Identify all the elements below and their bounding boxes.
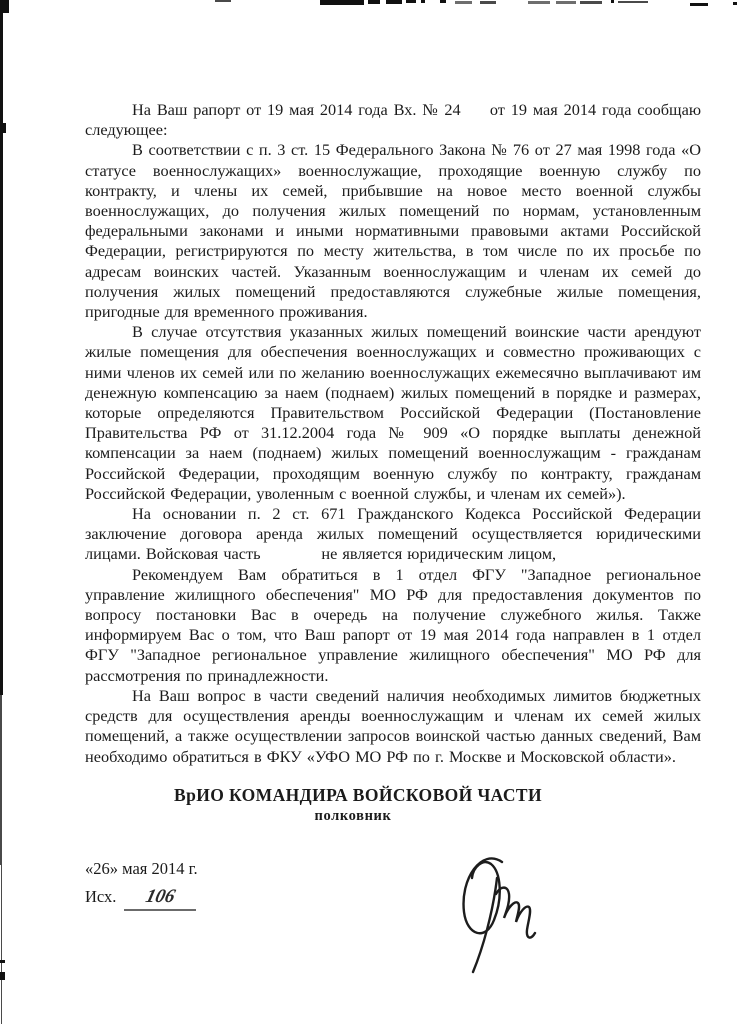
scan-artifact (480, 1, 496, 4)
paragraph-civil-code: На основании п. 2 ст. 671 Гражданского Кодекса Российской Федерации заключение договора аренда жилых помещений осуществляется юридическими лицами. Войсковая часть не является юридическим лицом, (85, 504, 701, 564)
paragraph-recommendation: Рекомендуем Вам обратиться в 1 отдел ФГУ "Западное региональное управление жилищного обеспечения" МО РФ для предоставления документов по вопросу постановки Вас в очередь на получение служебного жилья. Также информируем Вас о том, что Ваш рапорт от 19 мая 2014 года направлен в 1 отдел ФГУ "Западное региональное управление жилищного обеспечения" МО РФ для рассмотрения по принадлежности. (85, 564, 701, 685)
scan-artifact (421, 0, 425, 3)
paragraph-law-reference: В соответствии с п. 3 ст. 15 Федерального Закона № 76 от 27 мая 1998 года «О статусе военнослужащих» военнослужащие, проходящие военную службу по контракту, и члены их семей, прибывшие на новое место военной службы военнослужащих, до получения жилых помещений по нормам, установленным федеральными законами и иными нормативными правовыми актами Российской Федерации, регистрируются по месту жительства, в том числе по их просьбе по адресам воинских частей. Указанным военнослужащим и членам их семей до получения жилых помещений предоставляются служебные жилые помещения, пригодные для временного проживания. (85, 140, 701, 322)
scan-artifact (611, 0, 614, 3)
scan-artifact (580, 1, 602, 4)
outgoing-number-underline (124, 886, 196, 911)
scan-artifact (455, 1, 472, 4)
scan-artifact (440, 0, 446, 3)
outgoing-label: Исх. (85, 886, 117, 906)
scan-artifact (0, 123, 6, 133)
outgoing-number-handwritten: 106 (143, 885, 178, 907)
scan-artifact (0, 972, 5, 980)
scan-artifact (556, 1, 576, 4)
paragraph-intro: На Ваш рапорт от 19 мая 2014 года Вх. № 24 от 19 мая 2014 года сообщаю следующее: (85, 100, 701, 140)
scan-artifact (733, 2, 737, 5)
scan-artifact (320, 0, 364, 5)
signer-title: ВрИО КОМАНДИРА ВОЙСКОВОЙ ЧАСТИ (174, 784, 542, 805)
scan-artifact (0, 695, 2, 865)
paragraph-compensation: В случае отсутствия указанных жилых помещений воинские части арендуют жилые помещения для обеспечения военнослужащих и совместно проживающих с ними членов их семей или по желанию военнослужащих ежемесячно выплачивают им денежную компенсацию за наем (поднаем) жилых помещений в порядке и размерах, которые определяются Правительством Российской Федерации (Постановление Правительства РФ от 31.12.2004 года № 909 «О порядке выплаты денежной компенсации за наем (поднаем) жилых помещений военнослужащим - гражданам Российской Федерации, проходящим военную службу по контракту, гражданам Российской Федерации, уволенным с военной службы, и членам их семей»). (85, 322, 701, 503)
scan-artifact (406, 0, 416, 3)
scan-artifact (1, 865, 2, 1024)
scan-artifact (0, 960, 5, 963)
signer-rank: полковник (314, 807, 392, 824)
letter-body (85, 100, 701, 911)
scan-artifact (618, 1, 648, 3)
scan-artifact (215, 0, 231, 2)
scan-artifact (690, 3, 708, 6)
scan-artifact (0, 0, 3, 695)
paragraph-budget-limits: На Ваш вопрос в части сведений наличия необходимых лимитов бюджетных средств для осуществления аренды военнослужащим и членам их семей жилых помещений, а также осуществлении запросов воинской частью данных сведений, Вам необходимо обратиться в ФКУ «УФО МО РФ по г. Москве и Московской области». (85, 685, 701, 766)
date-line: «26» мая 2014 г. (85, 858, 198, 878)
scan-artifact (368, 0, 380, 4)
outgoing-number-line (85, 886, 701, 911)
scan-artifact (528, 1, 550, 4)
scan-artifact (386, 0, 402, 4)
